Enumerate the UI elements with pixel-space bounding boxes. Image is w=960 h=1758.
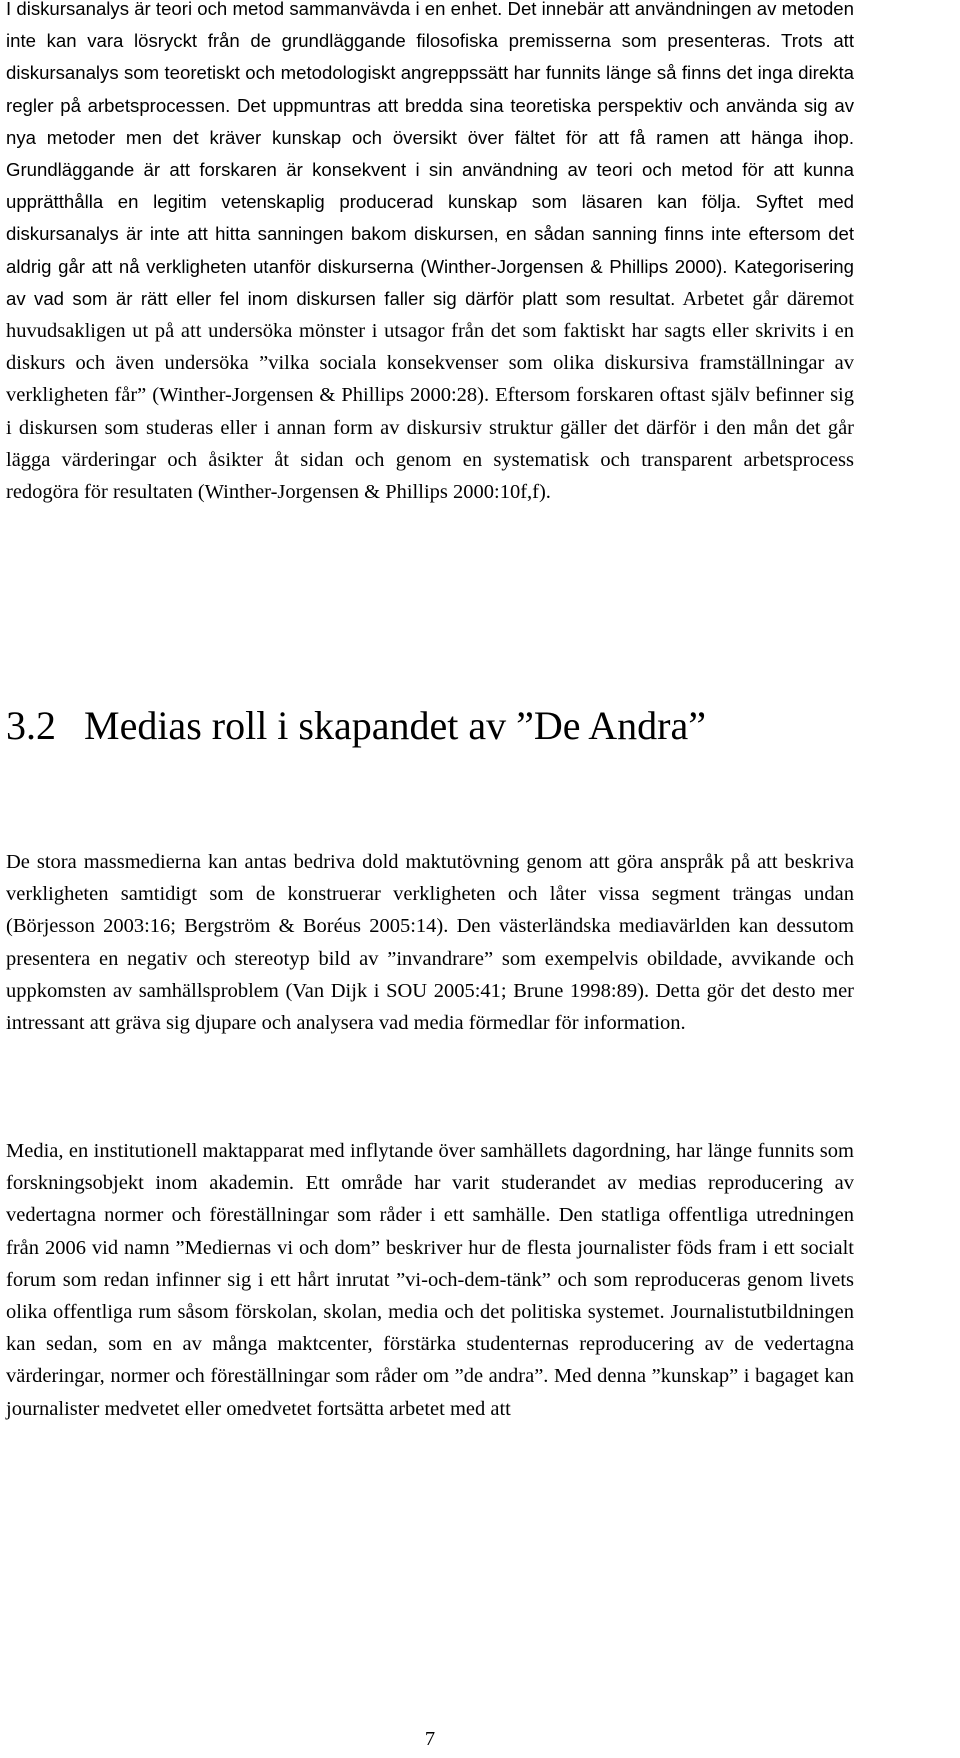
page-number: 7 [424,1728,436,1750]
section-number: 3.2 [6,703,56,748]
section-heading [6,698,706,754]
section-title: Medias roll i skapandet av ”De Andra” [84,703,707,748]
body-paragraph-discourse-analysis [6,0,854,508]
body-paragraph-mass-media: De stora massmedierna kan antas bedriva dold maktutövning genom att göra anspråk på att beskriva verkligheten samtidigt som de konstruerar verkligheten och låter vissa segment trängas undan (Börjesson 2003:16; Bergström & Boréus 2005:14). Den västerländska mediavärlden kan dessutom presentera en negativ och stereotyp bild av ”invandrare” som exempelvis obildade, avvikande och uppkomsten av samhällsproblem (Van Dijk i SOU 2005:41; Brune 1998:89). Detta gör det desto mer intressant att gräva sig djupare och analysera vad media förmedlar för information. [6,851,854,1035]
paragraph-text-serif: Arbetet går däremot huvudsakligen ut på att undersöka mönster i utsagor från det som faktiskt har sagts eller skrivits i en diskurs och även undersöka ”vilka sociala konsekvenser som olika diskursiva framställningar av verkligheten får” (Winther-Jorgensen & Phillips 2000:28). Eftersom forskaren oftast själv befinner sig i diskursen som studeras eller i annan form av diskursiv struktur gäller det därför i den mån det går lägga värderingar och åsikter åt sidan och genom en systematisk och transparent arbetsprocess redogöra för resultaten (Winther-Jorgensen & Phillips 2000:10f,f). [6,287,855,504]
body-paragraph-media-institution: Media, en institutionell maktapparat med inflytande över samhällets dagordning, har länge funnits som forskningsobjekt inom akademin. Ett område har varit studerandet av medias reproducering av vedertagna normer och föreställningar som råder i ett samhälle. Den statliga offentliga utredningen från 2006 vid namn ”Mediernas vi och dom” beskriver hur de flesta journalister föds fram i ett socialt forum som redan infinner sig i ett hårt inrutat ”vi-och-dem-tänk” och som reproduceras genom livets olika offentliga rum såsom förskolan, skolan, media och det politiska systemet. Journalistutbildningen kan sedan, som en av många maktcenter, förstärka studenternas reproducering av de vedertagna värderingar, normer och föreställningar som råder om ”de andra”. Med denna ”kunskap” i bagaget kan journalister medvetet eller omedvetet fortsätta arbetet med att [6,1140,854,1420]
paragraph-text-sans: I diskursanalys är teori och metod sammanvävda i en enhet. Det innebär att användningen av metoden inte kan vara lösryckt från de grundläggande filosofiska premisserna som presenteras. Trots att diskursanalys som teoretiskt och metodologiskt angreppssätt har funnits länge så finns det inga direkta regler på arbetsprocessen. Det uppmuntras att bredda sina teoretiska perspektiv och använda sig av nya metoder men det kräver kunskap och översikt över fältet för att få ramen att hänga ihop. Grundläggande är att forskaren är konsekvent i sin användning av teori och metod för att kunna upprätthålla en legitim vetenskaplig producerad kunskap som läsaren kan följa. Syftet med diskursanalys är inte att hitta sanningen bakom diskursen, en sådan sanning finns inte eftersom det aldrig går att nå verkligheten utanför diskurserna (Winther-Jorgensen & Phillips 2000). Kategorisering av vad som är rätt eller fel inom diskursen faller sig därför platt som resultat. [6,0,854,309]
